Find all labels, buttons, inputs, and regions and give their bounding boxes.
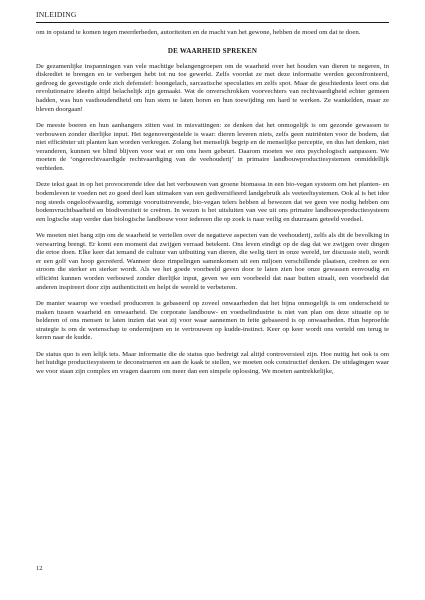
continued-paragraph: om in opstand te komen tegen meerderheden, autoriteiten en de macht van het gewone, hebben de moed om dat te doen. — [36, 29, 361, 36]
paragraph-2: De meeste boeren en hun aanhangers zitten vast in misvattingen: ze denken dat het onmogelijk is om gezonde gewassen te verbouwen zonder dierlijke input. Het tegenovergestelde is waar: dieren leveren niets, zelfs geen nutriënten voor de bodem, dat niet efficiënter uit planten kan worden verkregen. Zolang het menselijk begrip en de menselijke perceptie, en dus het denken, niet veranderen, kunnen we blind blijven voor wat er om ons heen gebeurt. Daarom moeten we ons psychologisch aanpassen. We moeten de ‘ongerechtvaardigde rechtvaardiging van de veehouderij’ in primaire landbouwproductiesystemen onmiddellijk verbieden. — [36, 121, 389, 172]
paragraph-4: We moeten niet bang zijn om de waarheid te vertellen over de negatieve aspecten van de veehouderij, zelfs als dit de bevolking in verwarring brengt. Er komt een moment dat zwijgen verraad betekent. Ons leven eindigt op de dag dat we zwijgen over dingen die ertoe doen. Elke keer dat iemand de cultuur van uitbuiting van dieren, die welig tiert in onze wereld, ter discussie stelt, wordt er een golf van hoop gecreëerd. Wanneer deze rimpelingen samenkomen uit een miljoen verschillende plaatsen, creëren ze een stroom die sterker en sterker wordt. Als we het goede voorbeeld geven door te laten zien hoe onze gewassen eenvoudig en efficiënt kunnen worden verbouwd zonder dierlijke input, geven we een voorbeeld dat naar buiten straalt, een voorbeeld dat anderen inspireert door zijn authenticiteit en helpt de wereld te verbeteren. — [36, 232, 389, 291]
paragraph-5: De manier waarop we voedsel produceren is gebaseerd op zoveel onwaarheden dat het bijna onmogelijk is om onderscheid te maken tussen waarheid en onwaarheid. De corporate landbouw- en voedselindustrie is niet van plan om deze situatie op te helderen of ons mensen te laten inzien dat wat zij voor waar aannemen in feite gebaseerd is op onwaarheden. Hun beproefde strategie is om de wetenschap te ondermijnen en te vertrouwen op kudde-instinct. Keer op keer wordt ons verteld om terug te keren naar de kudde. — [36, 300, 389, 342]
running-head: INLEIDING — [36, 10, 77, 19]
paragraph-1: De gezamenlijke inspanningen van vele machtige belangengroepen om de waarheid over het houden van dieren te negeren, in diskrediet te brengen en te verbergen hebt tot nu toe gewerkt. Zelfs voordat ze met deze informatie werden geconfronteerd, gedroeg de gevestigde orde zich defensief: hoongelach, sarcastische speculaties en zelfs spot. Maar de geschiedenis leert ons dat revolutionaire ideeën altijd belachelijk zijn gemaakt. Wat de onverschrokken voorvechters van rechtvaardigheid echter gemeen hadden, was hun vasthoudendheid om hun stem te laten horen en hun toewijding om hard te werken. Ze wankelden, maar ze bleven doorgaan! — [36, 62, 389, 113]
page-number: 12 — [36, 565, 43, 572]
paragraph-6: De status quo is een lelijk iets. Maar informatie die de status quo bedreigt zal altijd controversieel zijn. Hoe nuttig het ook is om het huidige productiesysteem te deconstrueren en aan de kaak te stellen, we moeten ook constructief denken. De uitdagingen waar we voor staan zijn complex en vragen daarom om meer dan een simpele oplossing. We moeten aantrekkelijke, — [36, 350, 389, 375]
header-rule — [36, 22, 389, 23]
section-title: DE WAARHEID SPREKEN — [167, 46, 258, 55]
paragraph-3: Deze tekst gaat in op het provocerende idee dat het verbouwen van groene biomassa in een bio-vegan systeem om het planten- en bodemleven te voeden net zo goed deel kan uitmaken van een gediversifieerd landgebruik als veeteeltsystemen. Ook al is het idee nog steeds ongeloofwaardig, sommige vooruitstrevende, bio-vegan telers hebben al bewezen dat we geen vee nodig hebben om bodemvruchtbaarheid en biodiversiteit te creëren. In wezen is het uitsluiten van vee uit ons primaire landbouwproductiesysteem een logische stap verder dan biologische landbouw voor iedereen die op zoek is naar veilig en duurzaam geteeld voedsel. — [36, 181, 389, 223]
